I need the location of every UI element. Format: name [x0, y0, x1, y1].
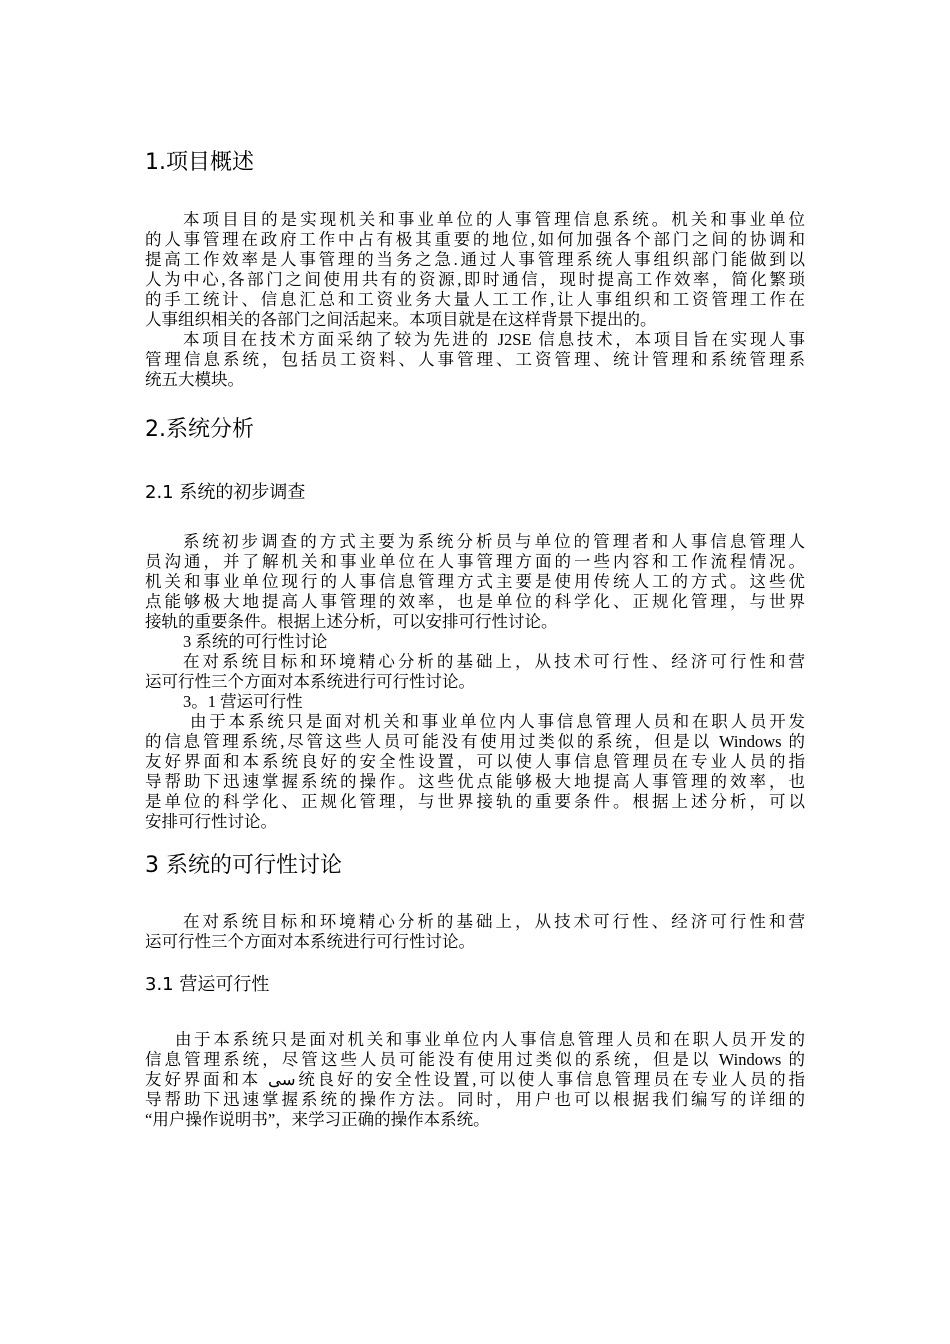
paragraph-line: 人为中心,各部门之间使用共有的资源,即时通信，现时提高工作效率，简化繁琐 — [145, 270, 805, 289]
paragraph-line: 导帮助下迅速掌握系统的操作方法。同时，用户也可以根据我们编写的详细的 — [145, 1090, 805, 1109]
paragraph-line: 的信息管理系统,尽管这些人员可能没有使用过类似的系统，但是以 Windows 的 — [145, 732, 805, 751]
paragraph-line: 由于本系统只是面对机关和事业单位内人事信息管理人员和在职人员开发 — [190, 712, 805, 731]
section-2-heading: 2.系统分析 — [145, 417, 254, 442]
paragraph-line: 员沟通，并了解机关和事业单位在人事管理方面的一些内容和工作流程情况。 — [145, 552, 805, 571]
paragraph-line: 是单位的科学化、正规化管理，与世界接轨的重要条件。根据上述分析，可以 — [145, 792, 805, 811]
paragraph-line: 本项目目的是实现机关和事业单位的人事管理信息系统。机关和事业单位 — [183, 210, 805, 229]
paragraph-line: 安排可行性讨论。 — [145, 812, 277, 831]
paragraph-line: 运可行性三个方面对本系统进行可行性讨论。 — [145, 932, 475, 951]
paragraph-line: 导帮助下迅速掌握系统的操作。这些优点能够极大地提高人事管理的效率，也 — [145, 772, 805, 791]
paragraph-line: 由于本系统只是面对机关和事业单位内人事信息管理人员和在职人员开发的 — [175, 1030, 805, 1049]
paragraph-line: 统五大模块。 — [145, 370, 244, 389]
paragraph-line: 的手工统计、信息汇总和工资业务大量人工工作,让人事组织和工资管理工作在 — [145, 290, 805, 309]
paragraph-line: 系统初步调查的方式主要为系统分析员与单位的管理者和人事信息管理人 — [183, 532, 805, 551]
paragraph-line: 本项目在技术方面采纳了较为先进的 J2SE 信息技术，本项目旨在实现人事 — [183, 330, 805, 349]
paragraph-line: 友好界面和本系统良好的安全性设置，可以使人事信息管理员在专业人员的指 — [145, 752, 805, 771]
paragraph-line: 友好界面和本 سی统良好的安全性设置,可以使人事信息管理员在专业人员的指 — [145, 1070, 806, 1089]
paragraph-line: 的人事管理在政府工作中占有极其重要的地位,如何加强各个部门之间的协调和 — [145, 230, 805, 249]
paragraph-line: 信息管理系统，尽管这些人员可能没有使用过类似的系统，但是以 Windows 的 — [145, 1050, 805, 1069]
section-3-1-heading: 3.1 营运可行性 — [145, 974, 270, 995]
inline-subheading: 3 系统的可行性讨论 — [183, 632, 328, 651]
paragraph-line: 在对系统目标和环境精心分析的基础上，从技术可行性、经济可行性和营 — [183, 912, 805, 931]
paragraph-line: 机关和事业单位现行的人事信息管理方式主要是使用传统人工的方式。这些优 — [145, 572, 805, 591]
section-2-1-heading: 2.1 系统的初步调查 — [145, 482, 306, 503]
section-3-heading: 3 系统的可行性讨论 — [145, 853, 342, 878]
paragraph-line: 提高工作效率是人事管理的当务之急.通过人事管理系统人事组织部门能做到以 — [145, 250, 805, 269]
paragraph-line: “用户操作说明书”，来学习正确的操作本系统。 — [145, 1110, 490, 1129]
section-1-heading: 1.项目概述 — [145, 150, 254, 175]
paragraph-line: 接轨的重要条件。根据上述分析，可以安排可行性讨论。 — [145, 612, 558, 631]
paragraph-line: 管理信息系统，包括员工资料、人事管理、工资管理、统计管理和系统管理系 — [145, 350, 805, 369]
paragraph-line: 人事组织相关的各部门之间活起来。本项目就是在这样背景下提出的。 — [145, 310, 657, 329]
inline-subheading: 3。1 营运可行性 — [183, 692, 303, 711]
paragraph-line: 点能够极大地提高人事管理的效率，也是单位的科学化、正规化管理，与世界 — [145, 592, 805, 611]
paragraph-line: 运可行性三个方面对本系统进行可行性讨论。 — [145, 672, 475, 691]
paragraph-line: 在对系统目标和环境精心分析的基础上，从技术可行性、经济可行性和营 — [183, 652, 805, 671]
